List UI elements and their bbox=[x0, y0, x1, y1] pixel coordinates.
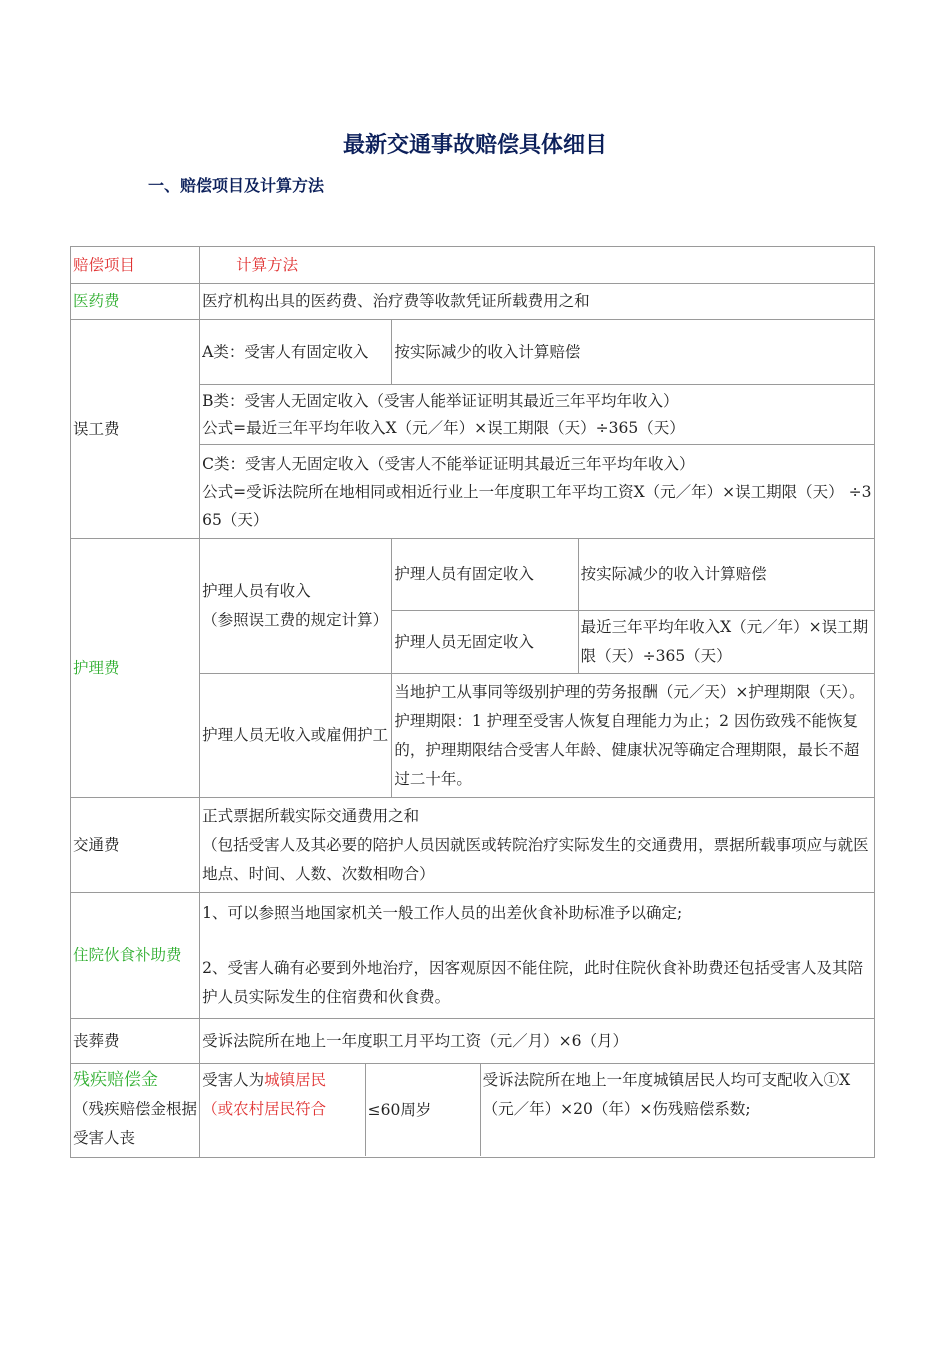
disability-formula: 受诉法院所在地上一年度城镇居民人均可支配收入①X（元／年）×20（年）×伤残赔偿系数; bbox=[480, 1064, 874, 1156]
nursing-with-income-label: 护理人员有收入 bbox=[202, 582, 311, 600]
table-row bbox=[71, 1019, 875, 1064]
nursing-nonfixed-label: 护理人员无固定收入 bbox=[392, 611, 578, 674]
disability-victim-red2: （或农村居民符合 bbox=[202, 1100, 327, 1118]
hospital-food-p2: 2、受害人确有必要到外地治疗，因客观原因不能住院，此时住院伙食补助费还包括受害人及其陪护人员实际发生的住宿费和伙食费。 bbox=[202, 959, 864, 1006]
medical-text: 医疗机构出具的医药费、治疗费等收款凭证所载费用之和 bbox=[200, 284, 875, 320]
disability-note: （残疾赔偿金根据受害人丧 bbox=[73, 1100, 198, 1147]
header-method: 计算方法 bbox=[200, 247, 875, 284]
header-item: 赔偿项目 bbox=[71, 247, 200, 284]
disability-victim-red: 城镇居民 bbox=[264, 1071, 327, 1089]
row-label-funeral: 丧葬费 bbox=[71, 1019, 200, 1064]
lost-wages-a-label: A类：受害人有固定收入 bbox=[200, 320, 392, 385]
table-row bbox=[71, 284, 875, 320]
lost-wages-c bbox=[200, 445, 875, 539]
table-row bbox=[71, 798, 875, 893]
nursing-no-income: 护理人员无收入或雇佣护工 bbox=[200, 674, 392, 798]
nursing-with-income-note: （参照误工费的规定计算） bbox=[202, 611, 389, 629]
page-title: 最新交通事故赔偿具体细目 bbox=[342, 133, 607, 158]
nursing-fixed-label: 护理人员有固定收入 bbox=[392, 539, 578, 611]
table-row bbox=[71, 1064, 875, 1158]
lost-wages-b-line2: 公式=最近三年平均年收入X（元／年）×误工期限（天）÷365（天） bbox=[202, 418, 685, 437]
disability-age: ≤60周岁 bbox=[365, 1064, 480, 1156]
disability-victim-prefix: 受害人为 bbox=[202, 1071, 265, 1089]
table-header-row bbox=[71, 247, 875, 284]
row-label-transport: 交通费 bbox=[71, 798, 200, 893]
row-label-medical: 医药费 bbox=[71, 284, 200, 320]
transport-line2: （包括受害人及其必要的陪护人员因就医或转院治疗实际发生的交通费用，票据所载事项应与就医地点、时间、人数、次数相吻合） bbox=[202, 835, 869, 883]
nursing-nonfixed-text: 最近三年平均年收入X（元／年）×误工期限（天）÷365（天） bbox=[578, 611, 874, 674]
transport-text bbox=[200, 798, 875, 893]
row-label-lost-wages: 误工费 bbox=[71, 320, 200, 539]
nursing-no-income-text: 当地护工从事同等级别护理的劳务报酬（元／天）×护理期限（天）。 护理期限：1 护理至受害人恢复自理能力为止；2 因伤致残不能恢复的，护理期限结合受害人年龄、健康状况等确定合理期限，最长不超过二十年。 bbox=[392, 674, 875, 798]
disability-subtable bbox=[200, 1064, 874, 1156]
funeral-text: 受诉法院所在地上一年度职工月平均工资（元／月）×6（月） bbox=[200, 1019, 875, 1064]
disability-cell bbox=[200, 1064, 875, 1158]
disability-name: 残疾赔偿金 bbox=[73, 1070, 158, 1090]
nursing-fixed-text: 按实际减少的收入计算赔偿 bbox=[578, 539, 874, 611]
row-label-disability bbox=[71, 1064, 200, 1158]
hospital-food-text bbox=[200, 893, 875, 1019]
section-heading: 一、赔偿项目及计算方法 bbox=[148, 176, 325, 195]
lost-wages-c-line2: 公式=受诉法院所在地相同或相近行业上一年度职工年平均工资X（元／年）×误工期限（天） ÷365（天） bbox=[202, 482, 872, 529]
table-row bbox=[71, 320, 875, 385]
lost-wages-c-line1: C类：受害人无固定收入（受害人不能举证证明其最近三年平均年收入） bbox=[202, 454, 695, 473]
table-row bbox=[71, 893, 875, 1019]
table-row bbox=[71, 539, 875, 611]
row-label-nursing: 护理费 bbox=[71, 539, 200, 798]
hospital-food-p1: 1、可以参照当地国家机关一般工作人员的出差伙食补助标准予以确定; bbox=[202, 904, 683, 922]
nursing-with-income bbox=[200, 539, 392, 674]
lost-wages-a-text: 按实际减少的收入计算赔偿 bbox=[392, 320, 875, 385]
row-label-hospital-food: 住院伙食补助费 bbox=[71, 893, 200, 1019]
disability-victim bbox=[200, 1064, 365, 1156]
lost-wages-b-line1: B类：受害人无固定收入（受害人能举证证明其最近三年平均年收入） bbox=[202, 391, 679, 410]
lost-wages-b bbox=[200, 385, 875, 445]
transport-line1: 正式票据所载实际交通费用之和 bbox=[202, 806, 420, 825]
compensation-table bbox=[70, 246, 875, 1158]
